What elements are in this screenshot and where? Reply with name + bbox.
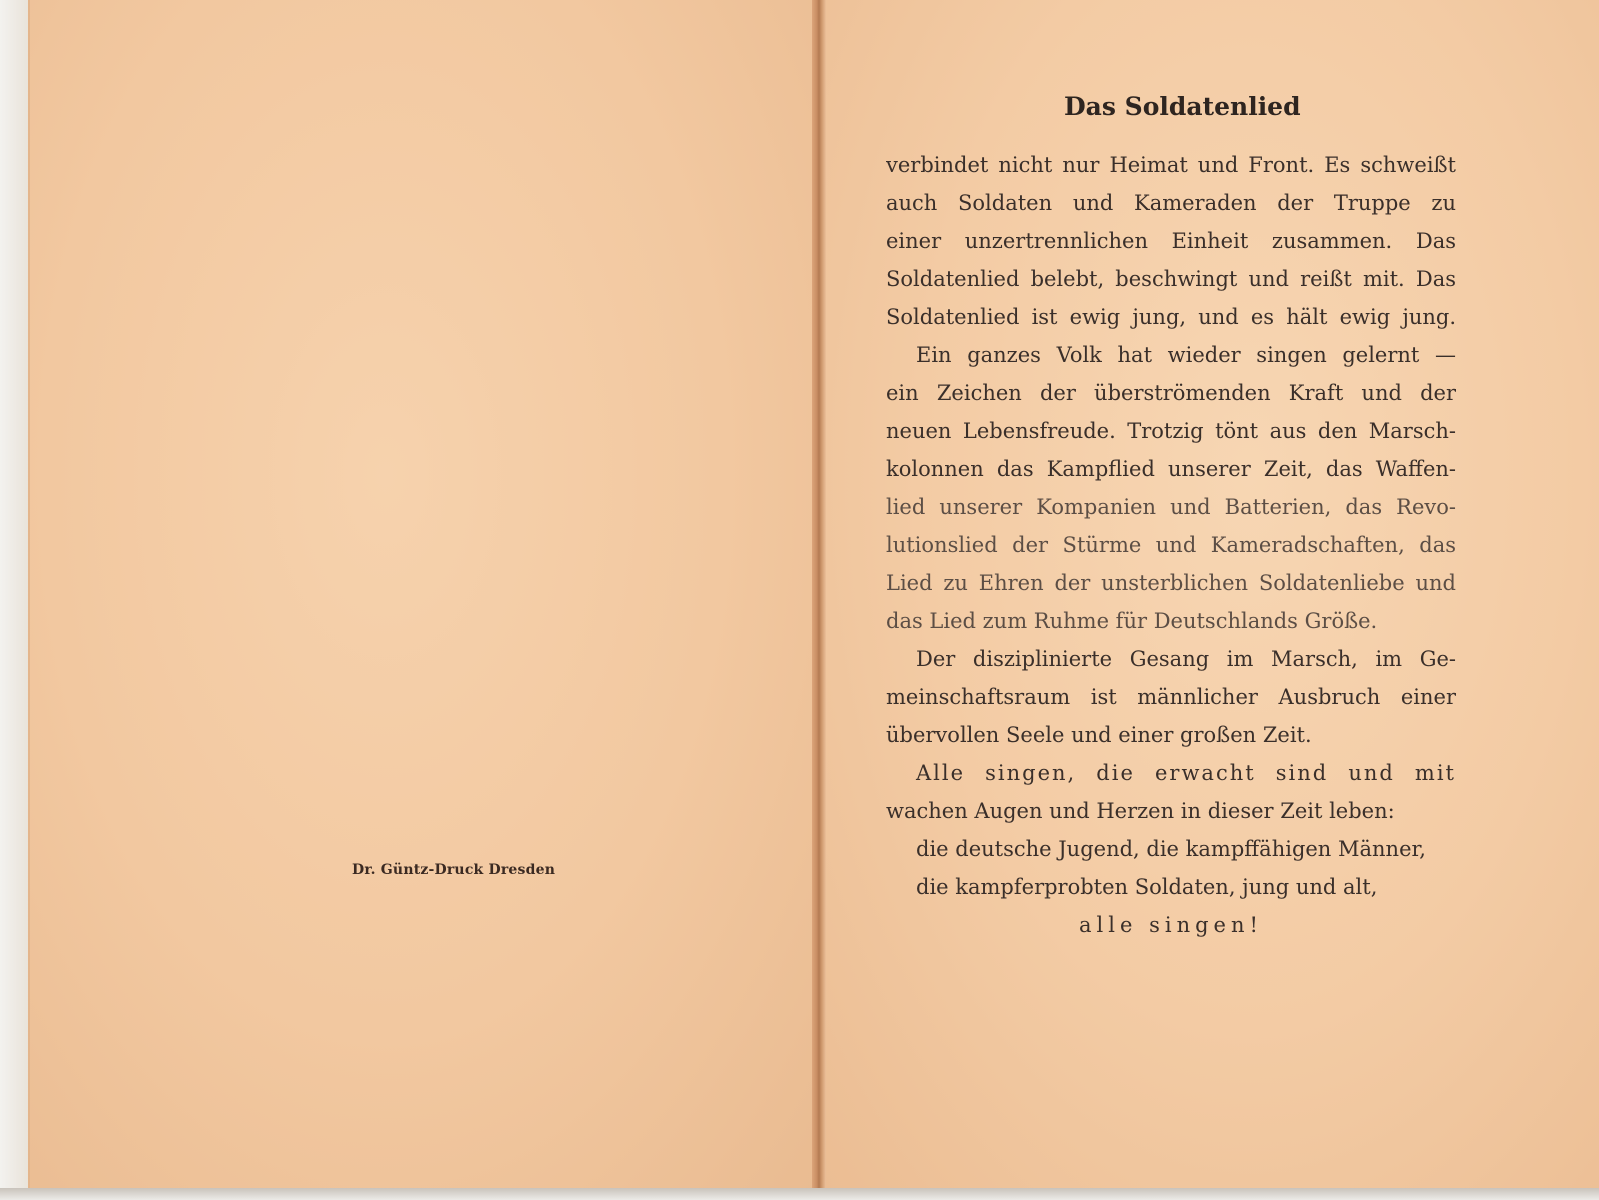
text-line: einer unzertrennlichen Einheit zusammen. Das [886, 229, 1456, 253]
left-page [28, 0, 820, 1188]
text-line: das Lied zum Ruhme für Deutschlands Größe. [886, 609, 1378, 633]
text-line: auch Soldaten und Kameraden der Truppe zu [886, 191, 1456, 215]
text-line: verbindet nicht nur Heimat und Front. Es schweißt [886, 153, 1456, 177]
text-line: neuen Lebensfreude. Trotzig tönt aus den Marsch- [886, 419, 1456, 443]
text-line: wachen Augen und Herzen in dieser Zeit leben: [886, 799, 1395, 823]
text-line: die deutsche Jugend, die kampffähigen Männer, [916, 837, 1426, 861]
text-line: die kampferprobten Soldaten, jung und alt, [916, 875, 1378, 899]
text-line: lutionslied der Stürme und Kameradschaften, das [886, 533, 1456, 557]
text-line: übervollen Seele und einer großen Zeit. [886, 723, 1312, 747]
page-heading: Das Soldatenlied [1064, 92, 1301, 121]
printer-imprint: Dr. Güntz-Druck Dresden [352, 862, 556, 878]
text-line: Der disziplinierte Gesang im Marsch, im Ge- [916, 647, 1456, 671]
scanner-margin [0, 0, 28, 1188]
text-line: meinschaftsraum ist männlicher Ausbruch einer [886, 685, 1456, 709]
text-line: Soldatenlied belebt, beschwingt und reißt mit. Das [886, 267, 1456, 291]
text-line: Lied zu Ehren der unsterblichen Soldatenliebe und [886, 571, 1456, 595]
scanner-bottom-edge [0, 1188, 1599, 1200]
text-line: Ein ganzes Volk hat wieder singen gelernt — [916, 343, 1456, 367]
body-text [886, 146, 1456, 944]
text-line: kolonnen das Kampflied unserer Zeit, das Waffen- [886, 457, 1456, 481]
text-line: ein Zeichen der überströmenden Kraft und der [886, 381, 1456, 405]
book-gutter [812, 0, 826, 1188]
text-line: Alle singen, die erwacht sind und mit [916, 761, 1456, 785]
text-line-final: alle singen! [1079, 913, 1263, 937]
text-line: lied unserer Kompanien und Batterien, das Revo- [886, 495, 1456, 519]
text-line: Soldatenlied ist ewig jung, und es hält ewig jung. [886, 305, 1456, 329]
